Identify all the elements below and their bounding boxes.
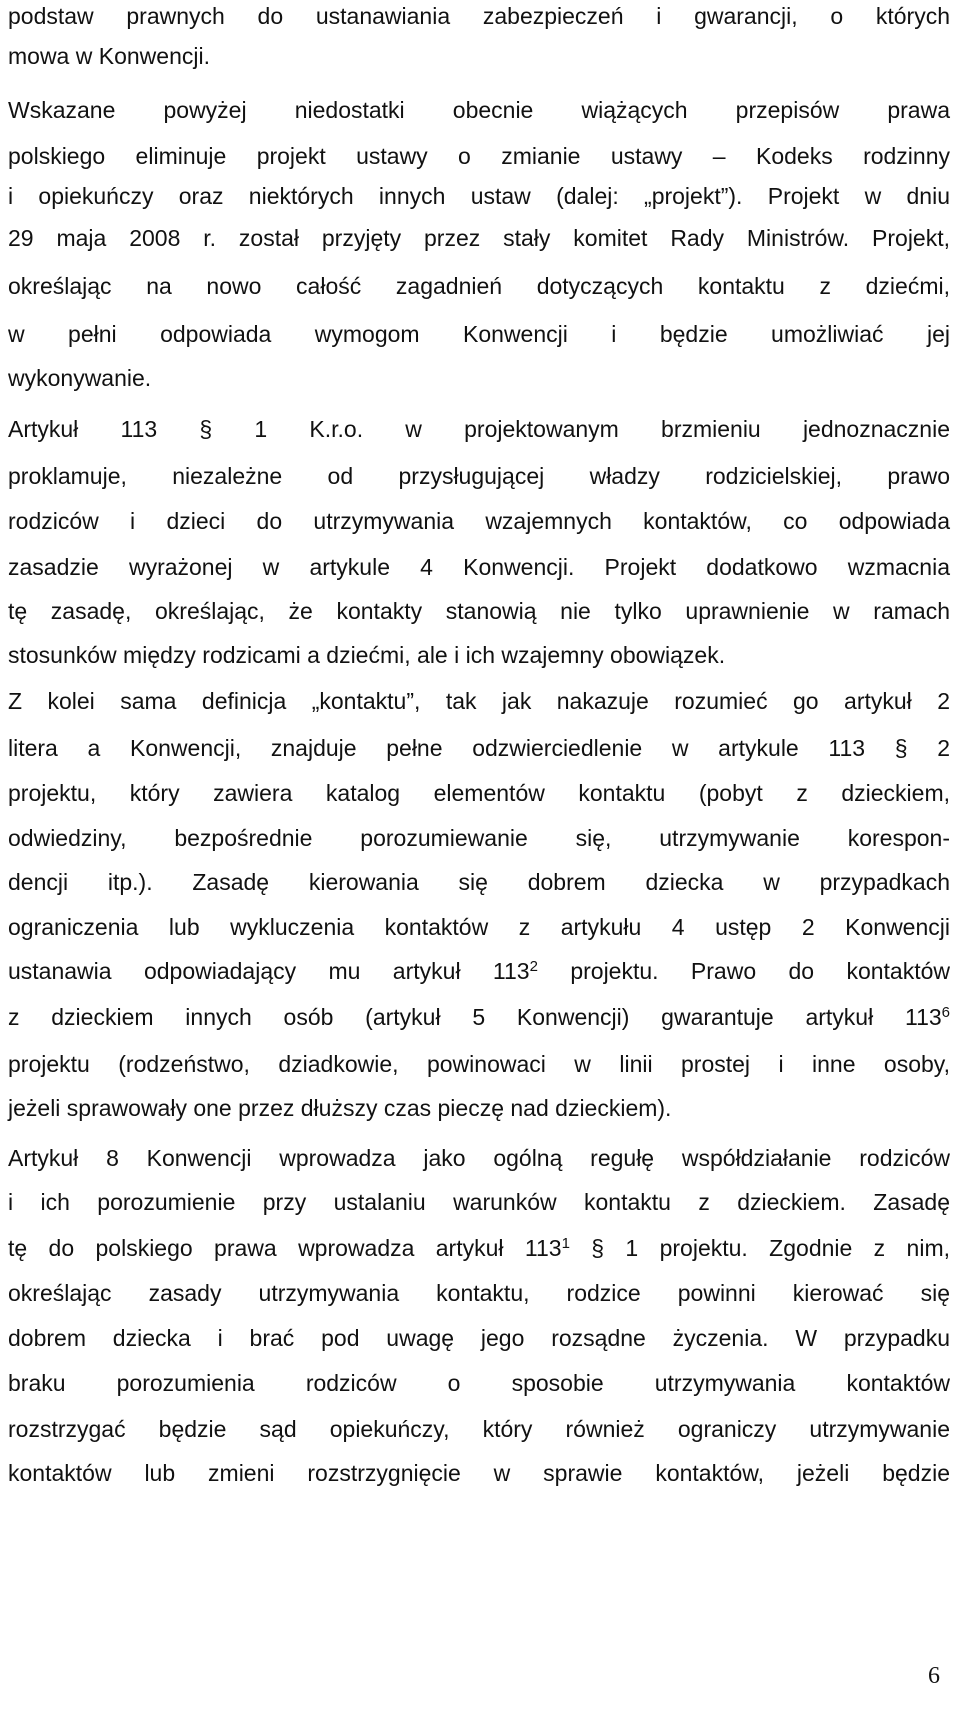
text-line: wykonywanie.	[8, 365, 152, 391]
text-line: polskiego eliminuje projekt ustawy o zmianie ustawy – Kodeks rodzinny	[8, 143, 950, 169]
text-run: ustanawia odpowiadający mu artykuł 113	[8, 958, 530, 984]
superscript: 1	[561, 1235, 570, 1252]
text-line: stosunków między rodzicami a dziećmi, ale i ich wzajemny obowiązek.	[8, 642, 726, 668]
text-line: Z kolei sama definicja „kontaktu”, tak jak nakazuje rozumieć go artykuł 2	[8, 688, 950, 714]
text-line: tę zasadę, określając, że kontakty stanowią nie tylko uprawnienie w ramach	[8, 598, 950, 624]
text-line: dobrem dziecka i brać pod uwagę jego rozsądne życzenia. W przypadku	[8, 1325, 950, 1351]
text-line: kontaktów lub zmieni rozstrzygnięcie w sprawie kontaktów, jeżeli będzie	[8, 1460, 950, 1486]
superscript: 2	[529, 958, 538, 975]
text-line: rodziców i dzieci do utrzymywania wzajemnych kontaktów, co odpowiada	[8, 508, 950, 534]
text-run: § 1 projektu. Zgodnie z nim,	[569, 1235, 950, 1261]
text-run: projektu. Prawo do kontaktów	[537, 958, 951, 984]
text-line: określając zasady utrzymywania kontaktu, rodzice powinni kierować się	[8, 1280, 950, 1306]
text-line: ograniczenia lub wykluczenia kontaktów z artykułu 4 ustęp 2 Konwencji	[8, 914, 950, 940]
text-line: 29 maja 2008 r. został przyjęty przez stały komitet Rady Ministrów. Projekt,	[8, 225, 950, 251]
text-line: i ich porozumienie przy ustalaniu warunków kontaktu z dzieckiem. Zasadę	[8, 1189, 950, 1215]
text-line	[8, 955, 950, 987]
text-line: braku porozumienia rodziców o sposobie utrzymywania kontaktów	[8, 1370, 950, 1396]
text-line: proklamuje, niezależne od przysługującej władzy rodzicielskiej, prawo	[8, 463, 950, 489]
superscript: 6	[941, 1004, 950, 1021]
text-line	[8, 1232, 950, 1264]
text-line: w pełni odpowiada wymogom Konwencji i będzie umożliwiać jej	[8, 321, 950, 347]
text-line: litera a Konwencji, znajduje pełne odzwierciedlenie w artykule 113 § 2	[8, 735, 950, 761]
text-line: i opiekuńczy oraz niektórych innych ustaw (dalej: „projekt”). Projekt w dniu	[8, 183, 950, 209]
text-line: Artykuł 113 § 1 K.r.o. w projektowanym brzmieniu jednoznacznie	[8, 416, 950, 442]
text-line: Artykuł 8 Konwencji wprowadza jako ogólną regułę współdziałanie rodziców	[8, 1145, 950, 1171]
document-page	[8, 0, 950, 1715]
text-line: projektu (rodzeństwo, dziadkowie, powinowaci w linii prostej i inne osoby,	[8, 1051, 950, 1077]
page-number: 6	[928, 1663, 940, 1689]
text-line: rozstrzygać będzie sąd opiekuńczy, który również ograniczy utrzymywanie	[8, 1416, 950, 1442]
text-line: podstaw prawnych do ustanawiania zabezpieczeń i gwarancji, o których	[8, 3, 950, 29]
text-run: tę do polskiego prawa wprowadza artykuł 113	[8, 1235, 562, 1261]
text-line: Wskazane powyżej niedostatki obecnie wiążących przepisów prawa	[8, 97, 950, 123]
text-run: z dzieckiem innych osób (artykuł 5 Konwencji) gwarantuje artykuł 113	[8, 1004, 942, 1030]
text-line	[8, 1001, 950, 1033]
text-line: mowa w Konwencji.	[8, 43, 210, 69]
text-line: dencji itp.). Zasadę kierowania się dobrem dziecka w przypadkach	[8, 869, 950, 895]
text-line: zasadzie wyrażonej w artykule 4 Konwencji. Projekt dodatkowo wzmacnia	[8, 554, 950, 580]
text-line: określając na nowo całość zagadnień dotyczących kontaktu z dziećmi,	[8, 273, 950, 299]
text-line: jeżeli sprawowały one przez dłuższy czas pieczę nad dzieckiem).	[8, 1095, 672, 1121]
text-line: odwiedziny, bezpośrednie porozumiewanie się, utrzymywanie korespon-	[8, 825, 950, 851]
text-line: projektu, który zawiera katalog elementów kontaktu (pobyt z dzieckiem,	[8, 780, 950, 806]
